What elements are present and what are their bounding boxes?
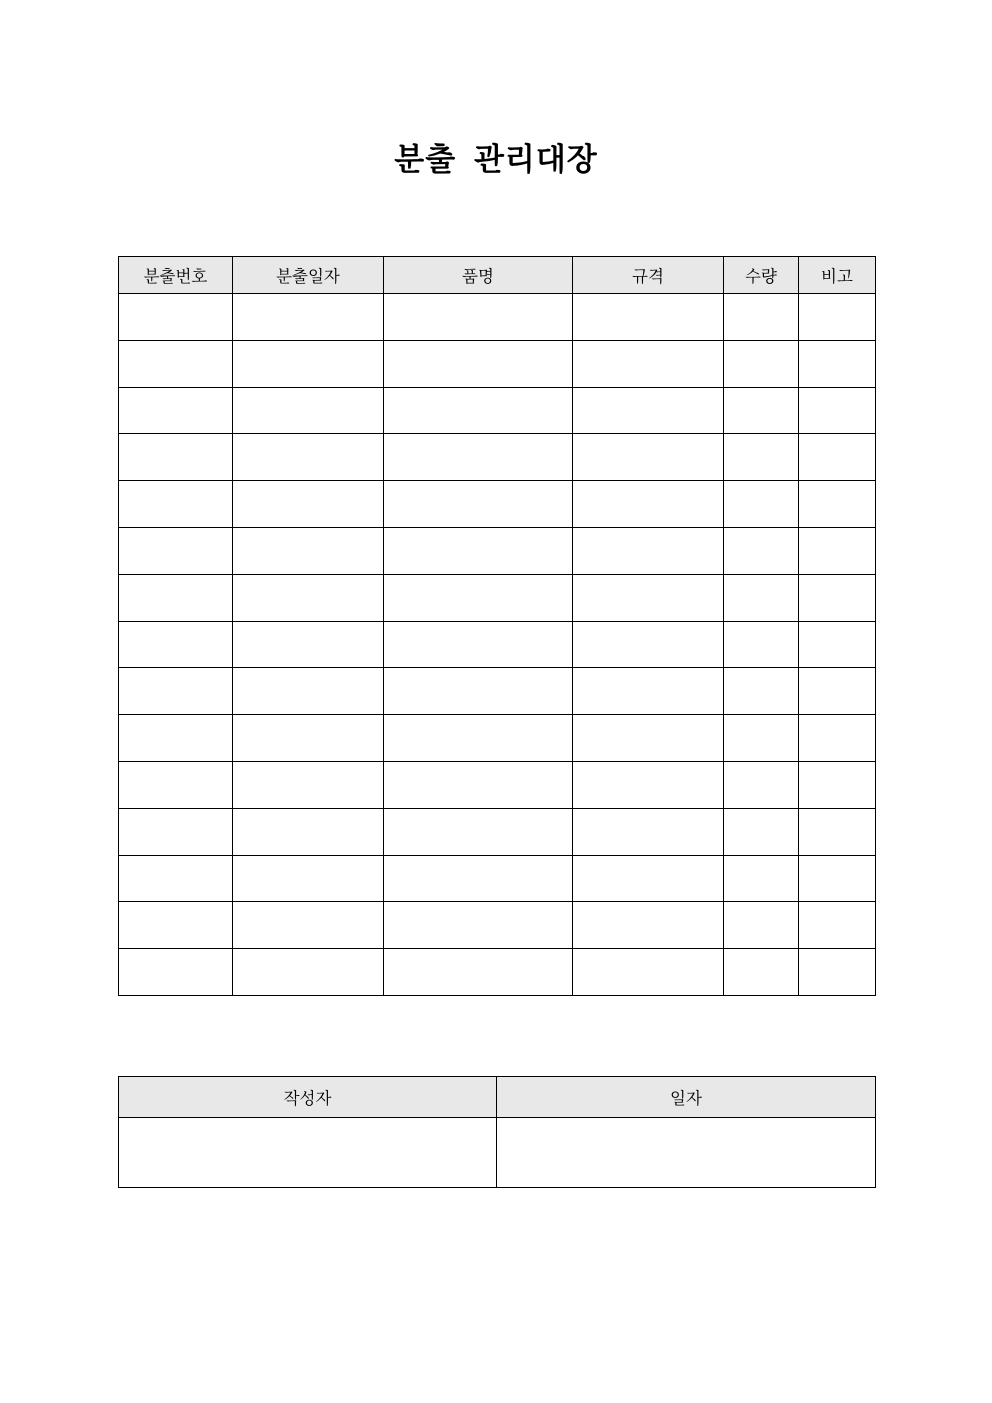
header-release-date: 분출일자 bbox=[233, 257, 384, 294]
item-name-cell[interactable] bbox=[384, 387, 573, 434]
release-log-table bbox=[118, 256, 876, 996]
table-row bbox=[119, 340, 876, 387]
remarks-cell[interactable] bbox=[799, 621, 876, 668]
table-row bbox=[119, 949, 876, 996]
header-remarks: 비고 bbox=[799, 257, 876, 294]
document-title: 분출 관리대장 bbox=[394, 142, 598, 178]
specification-cell[interactable] bbox=[573, 761, 724, 808]
quantity-cell[interactable] bbox=[724, 527, 799, 574]
specification-cell[interactable] bbox=[573, 481, 724, 528]
quantity-cell[interactable] bbox=[724, 808, 799, 855]
table-row bbox=[119, 294, 876, 341]
release-date-cell[interactable] bbox=[233, 387, 384, 434]
release-number-cell[interactable] bbox=[119, 855, 233, 902]
item-name-cell[interactable] bbox=[384, 527, 573, 574]
release-date-cell[interactable] bbox=[233, 902, 384, 949]
item-name-cell[interactable] bbox=[384, 574, 573, 621]
quantity-cell[interactable] bbox=[724, 621, 799, 668]
specification-cell[interactable] bbox=[573, 294, 724, 341]
item-name-cell[interactable] bbox=[384, 715, 573, 762]
specification-cell[interactable] bbox=[573, 808, 724, 855]
remarks-cell[interactable] bbox=[799, 761, 876, 808]
quantity-cell[interactable] bbox=[724, 574, 799, 621]
item-name-cell[interactable] bbox=[384, 340, 573, 387]
specification-cell[interactable] bbox=[573, 949, 724, 996]
remarks-cell[interactable] bbox=[799, 668, 876, 715]
release-date-cell[interactable] bbox=[233, 527, 384, 574]
release-date-cell[interactable] bbox=[233, 574, 384, 621]
signature-header-row bbox=[119, 1077, 876, 1118]
specification-cell[interactable] bbox=[573, 527, 724, 574]
release-date-cell[interactable] bbox=[233, 668, 384, 715]
release-date-cell[interactable] bbox=[233, 621, 384, 668]
item-name-cell[interactable] bbox=[384, 855, 573, 902]
release-date-cell[interactable] bbox=[233, 855, 384, 902]
remarks-cell[interactable] bbox=[799, 808, 876, 855]
remarks-cell[interactable] bbox=[799, 294, 876, 341]
remarks-cell[interactable] bbox=[799, 387, 876, 434]
release-number-cell[interactable] bbox=[119, 808, 233, 855]
quantity-cell[interactable] bbox=[724, 387, 799, 434]
release-number-cell[interactable] bbox=[119, 668, 233, 715]
remarks-cell[interactable] bbox=[799, 715, 876, 762]
item-name-cell[interactable] bbox=[384, 808, 573, 855]
table-row bbox=[119, 808, 876, 855]
quantity-cell[interactable] bbox=[724, 668, 799, 715]
remarks-cell[interactable] bbox=[799, 855, 876, 902]
table-header-row bbox=[119, 257, 876, 294]
quantity-cell[interactable] bbox=[724, 715, 799, 762]
release-number-cell[interactable] bbox=[119, 340, 233, 387]
release-number-cell[interactable] bbox=[119, 902, 233, 949]
item-name-cell[interactable] bbox=[384, 949, 573, 996]
remarks-cell[interactable] bbox=[799, 340, 876, 387]
table-row bbox=[119, 574, 876, 621]
quantity-cell[interactable] bbox=[724, 294, 799, 341]
table-row bbox=[119, 481, 876, 528]
header-specification: 규격 bbox=[573, 257, 724, 294]
quantity-cell[interactable] bbox=[724, 434, 799, 481]
release-number-cell[interactable] bbox=[119, 761, 233, 808]
release-number-cell[interactable] bbox=[119, 527, 233, 574]
author-field[interactable] bbox=[119, 1118, 497, 1188]
release-number-cell[interactable] bbox=[119, 434, 233, 481]
release-date-cell[interactable] bbox=[233, 715, 384, 762]
specification-cell[interactable] bbox=[573, 621, 724, 668]
table-row bbox=[119, 527, 876, 574]
release-date-cell[interactable] bbox=[233, 761, 384, 808]
table-row bbox=[119, 902, 876, 949]
quantity-cell[interactable] bbox=[724, 902, 799, 949]
table-row bbox=[119, 621, 876, 668]
quantity-cell[interactable] bbox=[724, 481, 799, 528]
header-quantity: 수량 bbox=[724, 257, 799, 294]
signature-value-row bbox=[119, 1118, 876, 1188]
item-name-cell[interactable] bbox=[384, 621, 573, 668]
release-number-cell[interactable] bbox=[119, 621, 233, 668]
release-date-cell[interactable] bbox=[233, 808, 384, 855]
remarks-cell[interactable] bbox=[799, 434, 876, 481]
item-name-cell[interactable] bbox=[384, 668, 573, 715]
remarks-cell[interactable] bbox=[799, 527, 876, 574]
release-number-cell[interactable] bbox=[119, 387, 233, 434]
table-row bbox=[119, 387, 876, 434]
remarks-cell[interactable] bbox=[799, 949, 876, 996]
release-date-cell[interactable] bbox=[233, 340, 384, 387]
release-number-cell[interactable] bbox=[119, 481, 233, 528]
release-date-cell[interactable] bbox=[233, 434, 384, 481]
quantity-cell[interactable] bbox=[724, 949, 799, 996]
release-date-cell[interactable] bbox=[233, 949, 384, 996]
specification-cell[interactable] bbox=[573, 340, 724, 387]
item-name-cell[interactable] bbox=[384, 902, 573, 949]
release-number-cell[interactable] bbox=[119, 949, 233, 996]
table-row bbox=[119, 761, 876, 808]
header-author: 작성자 bbox=[119, 1077, 497, 1118]
release-date-cell[interactable] bbox=[233, 481, 384, 528]
specification-cell[interactable] bbox=[573, 574, 724, 621]
specification-cell[interactable] bbox=[573, 387, 724, 434]
item-name-cell[interactable] bbox=[384, 434, 573, 481]
specification-cell[interactable] bbox=[573, 434, 724, 481]
quantity-cell[interactable] bbox=[724, 340, 799, 387]
release-number-cell[interactable] bbox=[119, 294, 233, 341]
item-name-cell[interactable] bbox=[384, 294, 573, 341]
header-item-name: 품명 bbox=[384, 257, 573, 294]
table-row bbox=[119, 715, 876, 762]
date-field[interactable] bbox=[497, 1118, 876, 1188]
header-release-number: 분출번호 bbox=[119, 257, 233, 294]
item-name-cell[interactable] bbox=[384, 481, 573, 528]
signature-table bbox=[118, 1076, 876, 1188]
remarks-cell[interactable] bbox=[799, 574, 876, 621]
remarks-cell[interactable] bbox=[799, 481, 876, 528]
remarks-cell[interactable] bbox=[799, 902, 876, 949]
specification-cell[interactable] bbox=[573, 668, 724, 715]
header-date: 일자 bbox=[497, 1077, 876, 1118]
table-row bbox=[119, 668, 876, 715]
specification-cell[interactable] bbox=[573, 855, 724, 902]
release-date-cell[interactable] bbox=[233, 294, 384, 341]
specification-cell[interactable] bbox=[573, 715, 724, 762]
release-number-cell[interactable] bbox=[119, 574, 233, 621]
specification-cell[interactable] bbox=[573, 902, 724, 949]
item-name-cell[interactable] bbox=[384, 761, 573, 808]
quantity-cell[interactable] bbox=[724, 761, 799, 808]
table-row bbox=[119, 434, 876, 481]
quantity-cell[interactable] bbox=[724, 855, 799, 902]
table-row bbox=[119, 855, 876, 902]
release-number-cell[interactable] bbox=[119, 715, 233, 762]
